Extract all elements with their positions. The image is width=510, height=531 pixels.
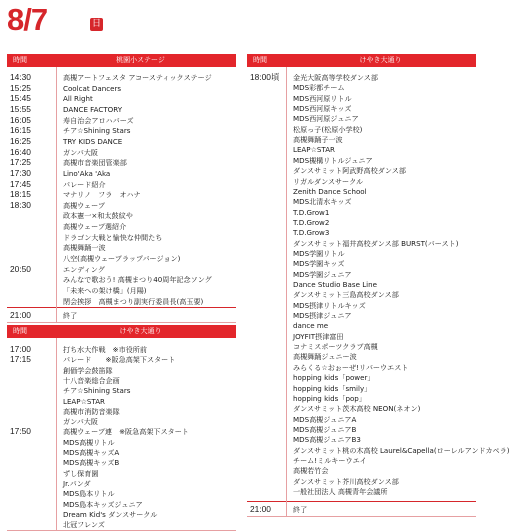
row-event: MDS摂津ジュニア (293, 311, 352, 321)
section-divider (247, 501, 476, 502)
row-time: 16:05 (10, 114, 31, 125)
schedule-momozono-stage (7, 54, 236, 323)
row-event: hopping kids「smily」 (293, 383, 372, 393)
row-event: MDS高槻リトル (63, 437, 115, 447)
row-event: 高槻ウェーブ連 ※阪急高架下スタート (63, 427, 189, 437)
row-event: チーム!ミルキーウエイ (293, 455, 367, 465)
row-event: LEAP☆STAR (293, 145, 335, 155)
schedule-row (247, 320, 476, 331)
schedule-rows (7, 67, 236, 323)
schedule-row (247, 486, 476, 497)
row-event: ガンバ大阪 (63, 417, 98, 427)
row-event: ダンスサミット福井高校ダンス部 BURST(バースト) (293, 238, 459, 248)
schedule-row (247, 144, 476, 155)
schedule-row (7, 179, 236, 190)
row-event: ダンスサミット桃の木高校 Laurel&Capella(ローレルアンドカペラ) (293, 445, 510, 455)
schedule-row (247, 155, 476, 166)
schedule-row (7, 253, 236, 264)
row-event: 高槻市消防音楽隊 (63, 406, 120, 416)
row-event: T.D.Grow2 (293, 217, 330, 227)
schedule-row (7, 210, 236, 221)
row-time: 21:00 (250, 504, 271, 515)
row-event: dance me (293, 321, 329, 331)
row-event: MDS槻構リトルジュニア (293, 155, 373, 165)
schedule-row (247, 103, 476, 114)
stage-name: けやき大通り (359, 56, 402, 64)
row-event: T.D.Grow1 (293, 207, 330, 217)
row-event: MDS彩都チーム (293, 83, 345, 93)
row-event: 金光大阪高等学校ダンス部 (293, 73, 378, 82)
row-event: 寿自治会アロハバーズ (63, 115, 134, 125)
schedule-row (7, 147, 236, 158)
row-event: 八空(高槻ウェーブラップバージョン) (63, 254, 181, 264)
row-time: 17:15 (10, 354, 31, 365)
schedule-row (247, 383, 476, 394)
schedule-row (247, 124, 476, 135)
date-heading (7, 2, 101, 38)
row-event: hopping kids「power」 (293, 373, 375, 383)
row-event: 「未来への架け橋」(月陽) (63, 286, 147, 295)
row-event: みんなで歌おう! 高槻まつり40周年記念ソング (63, 275, 212, 285)
stage-name: 桃園小ステージ (116, 56, 165, 64)
schedule-row (7, 115, 236, 126)
schedule-row (247, 258, 476, 269)
schedule-row (247, 269, 476, 280)
schedule-header (247, 54, 476, 67)
row-event: 松原っ子(松原小学校) (293, 124, 363, 134)
row-time: 15:55 (10, 103, 31, 114)
row-time: 16:15 (10, 125, 31, 136)
schedule-row (247, 238, 476, 249)
row-event: 十八音楽総合企画 (63, 375, 120, 385)
schedule-rows (247, 67, 510, 517)
schedule-row (7, 72, 236, 83)
row-event: コナミスポーツクラブ高槻 (293, 342, 378, 352)
row-event: パレード ※阪急高架下スタート (63, 355, 176, 365)
schedule-row (247, 393, 476, 404)
schedule-row (7, 83, 236, 94)
table-bottom-border (7, 322, 236, 323)
row-event: MDS高槻ジュニアB3 (293, 435, 361, 445)
schedule-row (247, 113, 476, 124)
schedule-row (247, 434, 476, 445)
schedule-row (7, 189, 236, 200)
schedule-row (7, 242, 236, 253)
row-event: 閉会挨拶 高槻まつり副実行委員長(高玉要) (63, 296, 204, 306)
schedule-row (247, 93, 476, 104)
row-time: 17:00 (10, 344, 31, 354)
schedule-row (247, 72, 476, 83)
row-event: Dream Kid's ダンスサークル (63, 509, 158, 519)
time-column-header: 時間 (13, 327, 27, 335)
row-event: MDS西河原リトル (293, 93, 352, 103)
row-time: 16:25 (10, 135, 31, 146)
row-event: チア☆Shining Stars (63, 126, 131, 136)
row-event: MDS高槻キッズA (63, 448, 120, 457)
row-event: MDS高槻キッズB (63, 458, 120, 468)
schedule-row (247, 289, 476, 300)
row-event: MDS西河原ジュニア (293, 114, 359, 124)
row-event: 高槻舞踊子一波 (293, 135, 343, 145)
schedule-row (247, 227, 476, 238)
row-time: 14:30 (10, 72, 31, 82)
schedule-row (247, 279, 476, 290)
row-time: 21:00 (10, 310, 31, 321)
schedule-row (7, 200, 236, 211)
row-event: パレード紹介 (63, 179, 106, 189)
schedule-header (7, 54, 236, 67)
schedule-row (247, 424, 476, 435)
row-event: 終了 (293, 505, 308, 515)
row-time: 15:25 (10, 82, 31, 93)
schedule-row (247, 134, 476, 145)
row-event: MDS高槻ジュニアA (293, 414, 357, 424)
row-event: 高槻舞踊一波 (63, 243, 106, 253)
schedule-row (247, 331, 476, 342)
schedule-row (7, 264, 236, 275)
row-time: 18:00頃 (250, 72, 280, 82)
schedule-row (247, 196, 476, 207)
schedule-row (247, 176, 476, 187)
row-event: T.D.Grow3 (293, 228, 330, 238)
row-time: 17:30 (10, 167, 31, 178)
schedule-row (247, 186, 476, 197)
schedule-row (7, 221, 236, 232)
section-divider (7, 307, 236, 308)
column-divider (56, 338, 57, 531)
row-event: リガルダンスサークル (293, 176, 364, 186)
schedule-row (247, 465, 476, 476)
row-event: MDS西河原キッズ (293, 104, 352, 114)
schedule-row (247, 403, 476, 414)
schedule-row (7, 93, 236, 104)
row-event: Zenith Dance School (293, 186, 367, 196)
row-event: チア☆Shining Stars (63, 386, 131, 396)
row-event: 打ち水大作戦 ※市役所前 (63, 345, 147, 354)
schedule-row (7, 157, 236, 168)
schedule-row (7, 232, 236, 243)
row-event: ダンスサミット阿武野高校ダンス部 (293, 166, 406, 176)
schedule-row (247, 455, 476, 466)
schedule-row (7, 136, 236, 147)
schedule-row (247, 207, 476, 218)
schedule-header (7, 325, 236, 338)
time-column-header: 時間 (253, 56, 267, 64)
row-time: 18:15 (10, 189, 31, 200)
schedule-row (7, 125, 236, 136)
schedule-row (247, 217, 476, 228)
row-event: Jr.パンダ (63, 478, 91, 488)
row-event: みらくる☆おぉーぜ!リバーウエスト (293, 362, 409, 372)
schedule-row (247, 300, 476, 311)
schedule-row (7, 104, 236, 115)
schedule-row (7, 296, 236, 307)
schedule-row (247, 445, 510, 456)
schedule-row (7, 274, 236, 285)
schedule-row (247, 82, 476, 93)
row-time: 17:50 (10, 426, 31, 437)
row-event: MDS摂津リトルキッズ (293, 300, 366, 310)
row-event: Dance Studio Base Line (293, 280, 377, 289)
column-divider (56, 67, 57, 323)
schedule-row (247, 341, 476, 352)
row-event: ずし保育園 (63, 468, 99, 478)
schedule-row (247, 414, 476, 425)
row-event: 終了 (63, 311, 78, 321)
row-event: 一般社団法人 高槻青年会議所 (293, 487, 388, 496)
schedule-row (247, 351, 476, 362)
row-time: 20:50 (10, 263, 31, 274)
row-event: ガンバ大阪 (63, 147, 98, 157)
row-event: JOYFIT摂津富田 (293, 331, 344, 341)
schedule-row (247, 476, 476, 487)
row-event: hopping kids「pop」 (293, 393, 366, 403)
schedule-rows (7, 338, 236, 531)
row-time: 17:45 (10, 178, 31, 189)
row-event: 高槻舞踊ジュニー波 (293, 352, 357, 362)
row-event: ダンスサミット茨木高校 NEON(ネオン) (293, 404, 421, 414)
schedule-row (247, 165, 476, 176)
schedule-row (7, 285, 236, 296)
schedule-row (7, 519, 236, 530)
row-event: 北冠フレンズ (63, 520, 105, 530)
row-event: All Right (63, 94, 93, 104)
row-event: 高槻ウェーブ選紹介 (63, 222, 127, 232)
row-event: マナリノ フラ オハナ (63, 190, 141, 200)
weekday-badge: 日 (91, 19, 101, 29)
row-event: 高槻ウェーブ (63, 200, 105, 210)
schedule-row (247, 310, 476, 321)
schedule-row (247, 504, 476, 515)
schedule-row (7, 168, 236, 179)
row-event: 高槻市音楽団管楽部 (63, 158, 127, 168)
schedule-row (7, 310, 236, 321)
row-event: エンディング (63, 264, 105, 274)
row-event: MDS学園キッズ (293, 259, 345, 269)
table-bottom-border (247, 516, 476, 517)
row-event: TRY KIDS DANCE (63, 136, 123, 146)
row-event: MDS高槻ジュニアB (293, 424, 357, 434)
row-event: Coolcat Dancers (63, 83, 122, 93)
row-time: 16:40 (10, 146, 31, 157)
row-event: MDS学園リトル (293, 248, 345, 258)
row-event: ダンスサミット三島高校ダンス部 (293, 290, 399, 300)
row-event: 高槻若竹会 (293, 466, 329, 476)
schedule-row (247, 362, 476, 373)
date-label: 8/7 (7, 2, 48, 37)
column-divider (286, 67, 287, 517)
row-event: ドラゴン大戦と愉快な仲間たち (63, 232, 163, 242)
time-column-header: 時間 (13, 56, 27, 64)
row-event: MDS島本キッズジュニア (63, 499, 143, 509)
row-time: 17:25 (10, 157, 31, 168)
row-event: Lino'Aka 'Aka (63, 168, 111, 178)
schedule-row (247, 372, 476, 383)
row-event: LEAP☆STAR (63, 396, 105, 406)
row-event: 創価学会鼓笛隊 (63, 365, 113, 375)
row-event: ダンスサミット芥川高校ダンス部 (293, 476, 399, 486)
row-event: 高槻アートフェスタ アコースティックステージ (63, 73, 212, 82)
row-time: 18:30 (10, 199, 31, 210)
row-event: MDS学園ジュニア (293, 269, 352, 279)
row-event: MDS島本リトル (63, 489, 115, 499)
schedule-row (247, 248, 476, 259)
stage-name: けやき大通り (119, 327, 162, 335)
schedule-keyaki-parade (7, 325, 236, 531)
row-time: 15:45 (10, 93, 31, 104)
schedule-keyaki-stage (247, 54, 510, 517)
row-event: 政本憲一×和太鼓紋や (63, 211, 133, 221)
row-event: DANCE FACTORY (63, 104, 123, 114)
row-event: MDS北清水キッズ (293, 197, 352, 207)
